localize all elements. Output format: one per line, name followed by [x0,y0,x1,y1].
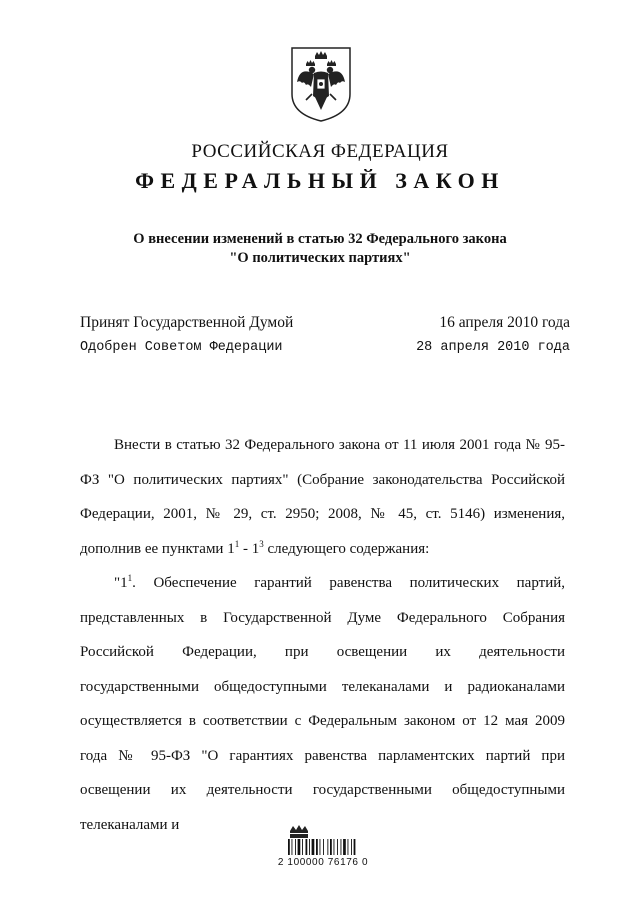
barcode-graphic [276,822,366,882]
law-body [80,428,565,842]
subject-line-1: О внесении изменений в статью 32 Федерального закона [133,231,507,247]
p1-text: Внести в статью 32 Федерального закона от 11 июля 2001 года № 95-ФЗ "О политических партиях" (Собрание законодательства Российской Федерации, 2001, № 29, ст. 2950; 2008, № 45, ст. 5146) изменения, дополнив ее пунктами 1 [80,437,565,557]
barcode-bar [341,839,342,855]
barcode-bar [312,839,315,855]
duma-adoption-label: Принят Государственной Думой [80,314,294,331]
p1-superscript-3: 3 [259,538,264,549]
barcode-bar [323,839,324,855]
p1-end: следующего содержания: [263,540,430,557]
barcode-bar [354,839,356,855]
p2-text: . Обеспечение гарантий равенства политических партий, представленных в Государственной Думе Федерального Собрания Российской Федерации, при освещении их деятельности государственными общедоступными телеканалами и радиоканалами осуществляется в соответствии с Федеральным законом от 12 мая 2009 года № 95-ФЗ "О гарантиях равенства парламентских партий при освещении их деятельности государственными общедоступными телеканалами и [80,575,565,833]
barcode-bar [298,839,301,855]
country-title: РОССИЙСКАЯ ФЕДЕРАЦИЯ [191,141,449,162]
council-approval-label: Одобрен Советом Федерации [80,340,283,355]
body-paragraph-2 [80,566,565,842]
barcode-bar [330,839,332,855]
barcode-bar [351,839,352,855]
subject-line-2: "О политических партиях" [229,250,411,266]
coat-of-arms-emblem [288,44,354,124]
barcode-bar [348,839,349,855]
p1-superscript-1: 1 [234,538,240,549]
barcode-bar [343,839,346,855]
barcode-bar [316,839,318,855]
body-paragraph-1 [80,428,565,566]
p1-mid: - 1 [239,540,260,557]
barcode-bar [337,839,338,855]
barcode-bar [327,839,328,855]
barcode-bar [320,839,321,855]
barcode-bar [306,839,308,855]
barcode-bar [295,839,296,855]
barcode-number: 2 100000 76176 0 [277,857,369,868]
barcode-bar [302,839,303,855]
barcode-bar [288,839,290,855]
barcode-bar [292,839,293,855]
council-approval-date: 28 апреля 2010 года [416,340,570,355]
barcode-bar [309,839,310,855]
barcode-bar [334,839,335,855]
law-subject [0,230,640,268]
p2-superscript: 1 [127,573,133,583]
document-type-title: ФЕДЕРАЛЬНЫЙ ЗАКОН [135,168,505,193]
p2-start: "1 [114,575,128,591]
duma-adoption-date: 16 апреля 2010 года [439,314,570,331]
